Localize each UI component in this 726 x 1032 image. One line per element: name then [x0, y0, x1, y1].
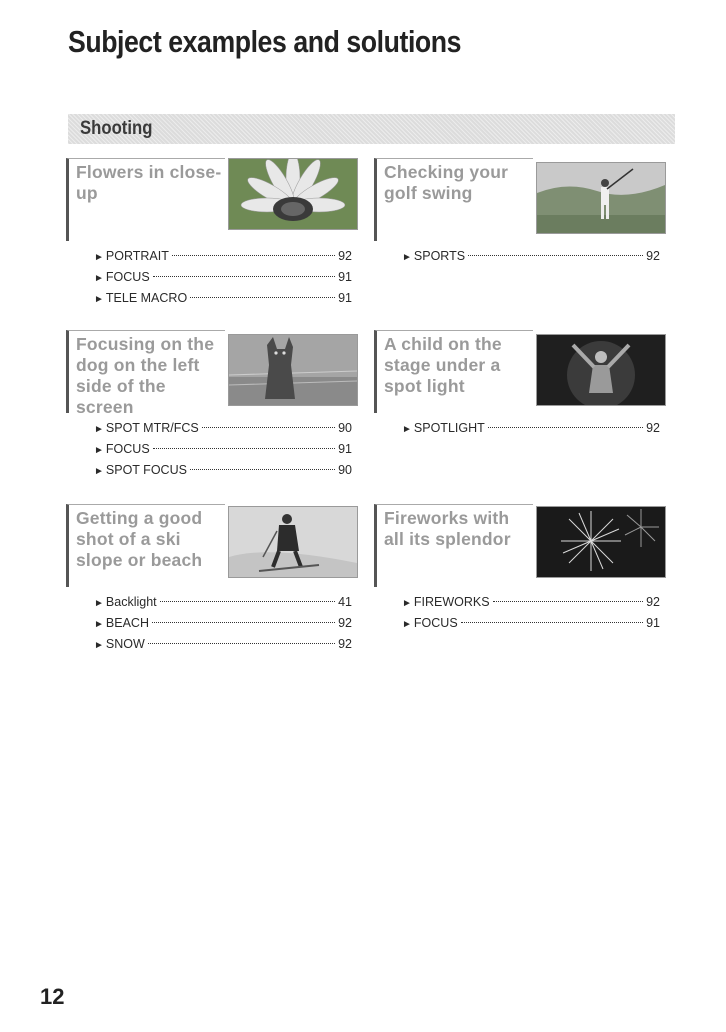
dog-icon: [228, 334, 358, 406]
card-title: Checking your golf swing: [384, 162, 509, 203]
skier-icon: [228, 506, 358, 578]
card-golf: [374, 158, 674, 263]
section-banner: [68, 114, 675, 144]
flower-icon: [228, 158, 358, 230]
arrow-icon: ►: [402, 252, 412, 263]
list-item: ► PORTRAIT 92: [94, 246, 352, 267]
list-item: ► TELE MACRO 91: [94, 288, 352, 309]
arrow-icon: ►: [94, 424, 104, 435]
entry-list: [94, 246, 352, 309]
card-title: Flowers in close-up: [76, 162, 222, 203]
arrow-icon: ►: [402, 619, 412, 630]
arrow-icon: ►: [94, 466, 104, 477]
page-title: Subject examples and solutions: [68, 24, 462, 59]
page-number: 12: [40, 984, 65, 1009]
card-title: Fireworks with all its splendor: [384, 508, 511, 549]
arrow-icon: ►: [94, 640, 104, 651]
arrow-icon: ►: [402, 424, 412, 435]
list-item: ► SPOT FOCUS 90: [94, 460, 352, 481]
golfer-icon: [536, 162, 666, 234]
list-item: ► SNOW 92: [94, 634, 352, 655]
list-item: ► FOCUS 91: [402, 613, 660, 634]
fireworks-icon: [536, 506, 666, 578]
list-item: ► SPORTS 92: [402, 246, 660, 267]
list-item: ► FIREWORKS 92: [402, 592, 660, 613]
list-item: ► FOCUS 91: [94, 267, 352, 288]
entry-list: [94, 592, 352, 655]
card-title: Getting a good shot of a ski slope or beach: [76, 508, 203, 570]
arrow-icon: ►: [94, 273, 104, 284]
arrow-icon: ►: [94, 619, 104, 630]
card-title: A child on the stage under a spot light: [384, 334, 502, 396]
arrow-icon: ►: [94, 598, 104, 609]
entry-list: [402, 418, 660, 439]
child-on-stage-icon: [536, 334, 666, 406]
entry-list: [94, 418, 352, 481]
list-item: ► Backlight 41: [94, 592, 352, 613]
list-item: ► SPOTLIGHT 92: [402, 418, 660, 439]
entry-list: [402, 592, 660, 634]
card-fireworks: [374, 504, 674, 630]
card-ski-beach: [66, 504, 366, 651]
arrow-icon: ►: [94, 294, 104, 305]
card-dog: [66, 330, 366, 477]
list-item: ► FOCUS 91: [94, 439, 352, 460]
arrow-icon: ►: [402, 598, 412, 609]
section-title: Shooting: [80, 118, 153, 139]
list-item: ► BEACH 92: [94, 613, 352, 634]
list-item: ► SPOT MTR/FCS 90: [94, 418, 352, 439]
arrow-icon: ►: [94, 252, 104, 263]
arrow-icon: ►: [94, 445, 104, 456]
entry-list: [402, 246, 660, 267]
card-title: Focusing on the dog on the left side of the screen: [76, 334, 215, 417]
card-flowers: [66, 158, 366, 305]
card-spotlight: [374, 330, 674, 435]
